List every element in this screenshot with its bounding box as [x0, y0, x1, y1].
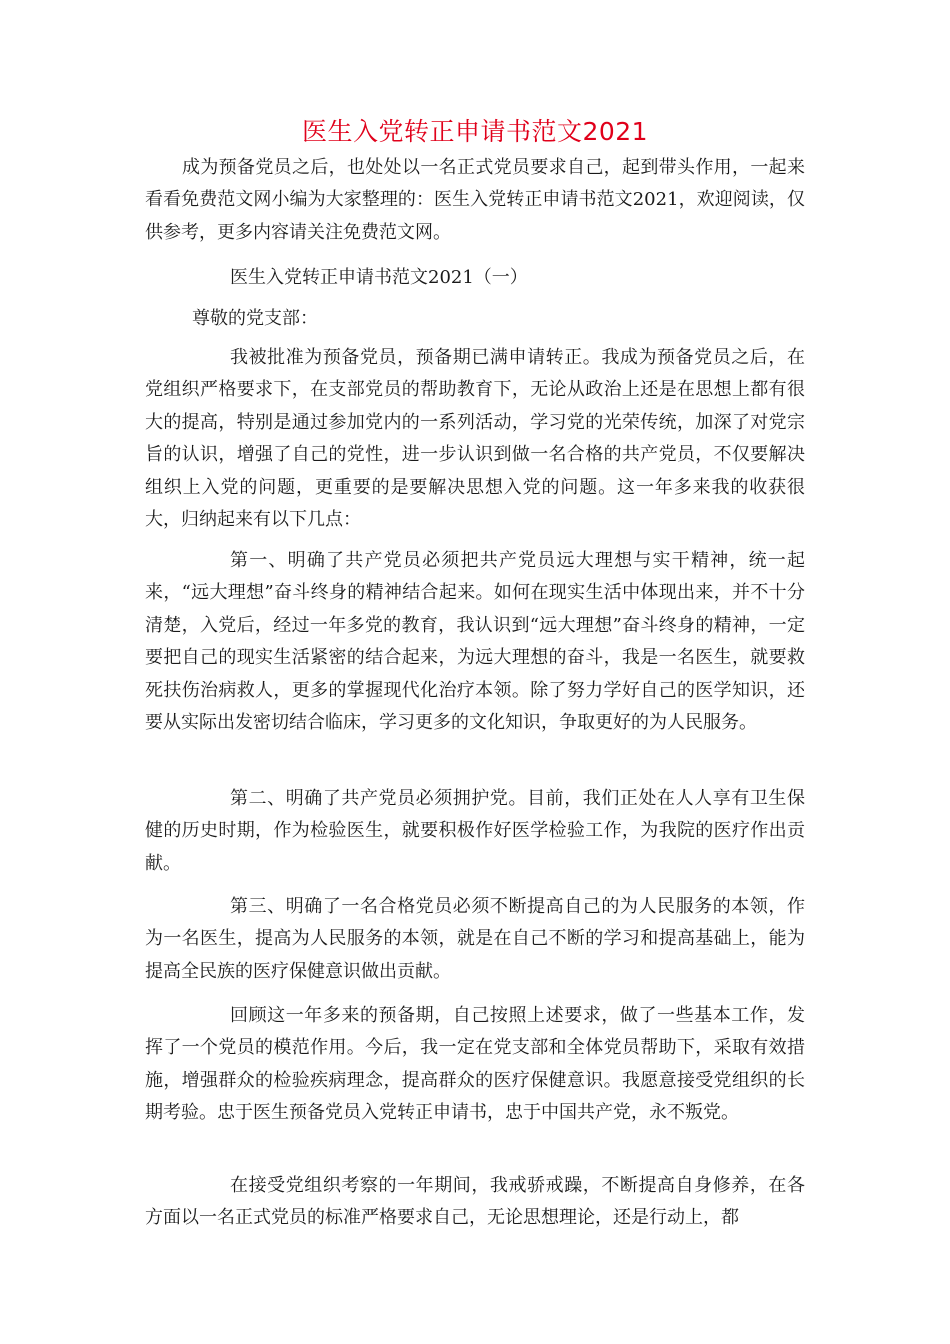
intro-paragraph: 成为预备党员之后，也处处以一名正式党员要求自己，起到带头作用，一起来看看免费范文网小编为大家整理的：医生入党转正申请书范文2021，欢迎阅读，仅供参考，更多内容请关注免费范文网。 [145, 157, 805, 243]
section-subtitle: 医生入党转正申请书范文2021（一） [230, 267, 528, 288]
body-paragraph-4: 第三、明确了一名合格党员必须不断提高自己的为人民服务的本领，作为一名医生，提高为人民服务的本领，就是在自己不断的学习和提高基础上，能为提高全民族的医疗保健意识做出贡献。 [145, 896, 805, 982]
body-paragraph-5: 回顾这一年多来的预备期，自己按照上述要求，做了一些基本工作，发挥了一个党员的模范作用。今后，我一定在党支部和全体党员帮助下，采取有效措施，增强群众的检验疾病理念，提高群众的医疗保健意识。我愿意接受党组织的长期考验。忠于医生预备党员入党转正申请书，忠于中国共产党，永不叛党。 [145, 1005, 805, 1124]
body-paragraph-2: 第一、明确了共产党员必须把共产党员远大理想与实干精神，统一起来，“远大理想”奋斗终身的精神结合起来。如何在现实生活中体现出来，并不十分清楚，入党后，经过一年多党的教育，我认识到“远大理想”奋斗终身的精神，一定要把自己的现实生活紧密的结合起来，为远大理想的奋斗，我是一名医生，就要救死扶伤治病救人，更多的掌握现代化治疗本领。除了努力学好自己的医学知识，还要从实际出发密切结合临床，学习更多的文化知识，争取更好的为人民服务。 [145, 550, 805, 734]
document-title: 医生入党转正申请书范文2021 [301, 117, 649, 146]
body-paragraph-1: 我被批准为预备党员，预备期已满申请转正。我成为预备党员之后，在党组织严格要求下，在支部党员的帮助教育下，无论从政治上还是在思想上都有很大的提高，特别是通过参加党内的一系列活动，学习党的光荣传统，加深了对党宗旨的认识，增强了自己的党性，进一步认识到做一名合格的共产党员，不仅要解决组织上入党的问题，更重要的是要解决思想入党的问题。这一年多来我的收获很大，归纳起来有以下几点： [145, 347, 805, 531]
body-paragraph-6: 在接受党组织考察的一年期间，我戒骄戒躁，不断提高自身修养，在各方面以一名正式党员的标准严格要求自己，无论思想理论，还是行动上，都 [145, 1175, 805, 1229]
body-paragraph-3: 第二、明确了共产党员必须拥护党。目前，我们正处在人人享有卫生保健的历史时期，作为检验医生，就要积极作好医学检验工作，为我院的医疗作出贡献。 [145, 788, 805, 874]
salutation: 尊敬的党支部： [192, 308, 318, 329]
